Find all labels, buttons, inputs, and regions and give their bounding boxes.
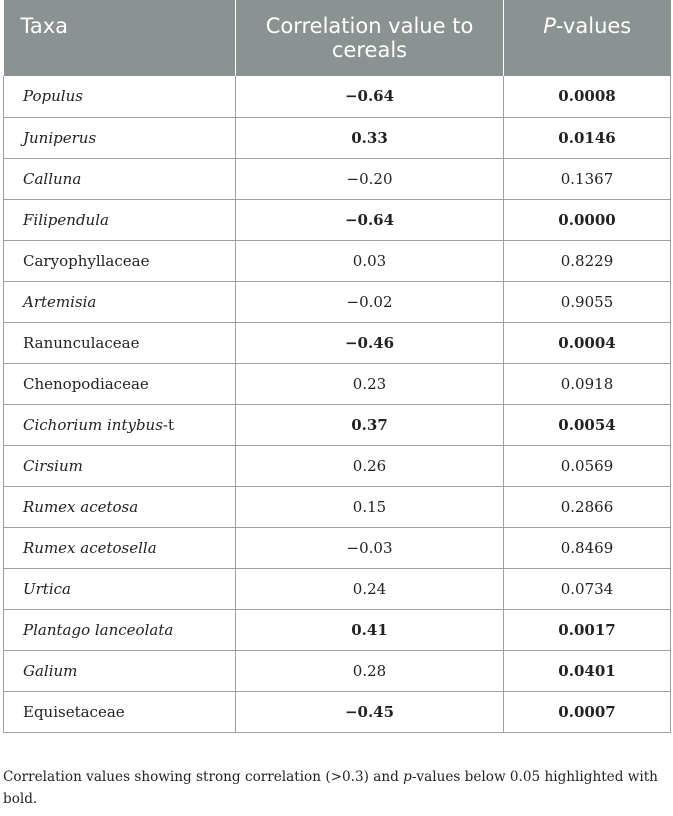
cell-correlation: 0.33 <box>236 117 504 158</box>
header-correlation: Correlation value to cereals <box>236 0 504 76</box>
cell-correlation: 0.37 <box>236 404 504 445</box>
footnote-part1: Correlation values showing strong correlation (>0.3) and <box>3 769 404 785</box>
header-p-values <box>504 0 671 76</box>
cell-taxa <box>4 117 236 158</box>
cell-p-value: 0.9055 <box>504 281 671 322</box>
header-p-suffix: -values <box>555 14 632 38</box>
taxa-name: Rumex acetosa <box>23 497 139 516</box>
cell-p-value: 0.0000 <box>504 199 671 240</box>
taxa-name: Cichorium intybus <box>23 415 163 434</box>
taxa-name: Galium <box>23 661 78 680</box>
table-row <box>4 199 671 240</box>
cell-correlation: −0.02 <box>236 281 504 322</box>
cell-p-value: 0.0008 <box>504 76 671 117</box>
table-row <box>4 76 671 117</box>
taxa-name: Artemisia <box>23 292 97 311</box>
table-row <box>4 650 671 691</box>
cell-correlation: 0.03 <box>236 240 504 281</box>
cell-p-value: 0.0054 <box>504 404 671 445</box>
cell-correlation: 0.15 <box>236 486 504 527</box>
taxa-name: Cirsium <box>23 456 83 475</box>
table-row <box>4 691 671 732</box>
cell-correlation: −0.20 <box>236 158 504 199</box>
taxa-name: Rumex acetosella <box>23 538 157 557</box>
cell-taxa <box>4 691 236 732</box>
correlation-table <box>3 0 671 733</box>
cell-p-value: 0.0017 <box>504 609 671 650</box>
cell-p-value: 0.0146 <box>504 117 671 158</box>
table-row <box>4 445 671 486</box>
cell-taxa <box>4 158 236 199</box>
cell-taxa <box>4 568 236 609</box>
header-taxa: Taxa <box>4 0 236 76</box>
cell-correlation: 0.23 <box>236 363 504 404</box>
cell-correlation: −0.45 <box>236 691 504 732</box>
cell-taxa <box>4 76 236 117</box>
cell-p-value: 0.0734 <box>504 568 671 609</box>
cell-taxa <box>4 322 236 363</box>
table-row <box>4 404 671 445</box>
cell-p-value: 0.8469 <box>504 527 671 568</box>
table-row <box>4 363 671 404</box>
footnote-p-italic: p <box>403 769 412 785</box>
taxa-name: Populus <box>23 87 83 106</box>
table-body <box>4 76 671 732</box>
taxa-name: Urtica <box>23 579 71 598</box>
table-row <box>4 158 671 199</box>
taxa-suffix: -t <box>162 415 175 434</box>
footnote-part2: -values below 0.05 highlighted with bold. <box>3 769 658 807</box>
cell-p-value: 0.0007 <box>504 691 671 732</box>
table-row <box>4 117 671 158</box>
cell-correlation: −0.46 <box>236 322 504 363</box>
taxa-name: Caryophyllaceae <box>23 251 150 270</box>
cell-taxa <box>4 404 236 445</box>
cell-correlation: −0.64 <box>236 76 504 117</box>
cell-taxa <box>4 199 236 240</box>
cell-p-value: 0.0401 <box>504 650 671 691</box>
cell-p-value: 0.0004 <box>504 322 671 363</box>
cell-taxa <box>4 609 236 650</box>
taxa-name: Filipendula <box>23 210 109 229</box>
cell-p-value: 0.0569 <box>504 445 671 486</box>
cell-taxa <box>4 527 236 568</box>
cell-taxa <box>4 363 236 404</box>
table-row <box>4 281 671 322</box>
cell-taxa <box>4 240 236 281</box>
cell-p-value: 0.1367 <box>504 158 671 199</box>
cell-correlation: 0.41 <box>236 609 504 650</box>
taxa-name: Chenopodiaceae <box>23 374 149 393</box>
cell-taxa <box>4 650 236 691</box>
cell-p-value: 0.2866 <box>504 486 671 527</box>
cell-p-value: 0.8229 <box>504 240 671 281</box>
table-row <box>4 609 671 650</box>
cell-correlation: 0.28 <box>236 650 504 691</box>
table-row <box>4 486 671 527</box>
table-row <box>4 568 671 609</box>
table-row <box>4 527 671 568</box>
cell-correlation: −0.64 <box>236 199 504 240</box>
taxa-name: Equisetaceae <box>23 702 125 721</box>
cell-correlation: 0.26 <box>236 445 504 486</box>
data-table-container <box>3 0 670 733</box>
table-row <box>4 240 671 281</box>
cell-correlation: 0.24 <box>236 568 504 609</box>
taxa-name: Ranunculaceae <box>23 333 140 352</box>
cell-correlation: −0.03 <box>236 527 504 568</box>
cell-p-value: 0.0918 <box>504 363 671 404</box>
header-p-italic: P <box>543 14 556 38</box>
cell-taxa <box>4 445 236 486</box>
taxa-name: Juniperus <box>23 128 97 147</box>
table-header-row <box>4 0 671 76</box>
cell-taxa <box>4 281 236 322</box>
taxa-name: Calluna <box>23 169 82 188</box>
table-footnote <box>3 766 670 810</box>
table-row <box>4 322 671 363</box>
cell-taxa <box>4 486 236 527</box>
taxa-name: Plantago lanceolata <box>23 620 174 639</box>
